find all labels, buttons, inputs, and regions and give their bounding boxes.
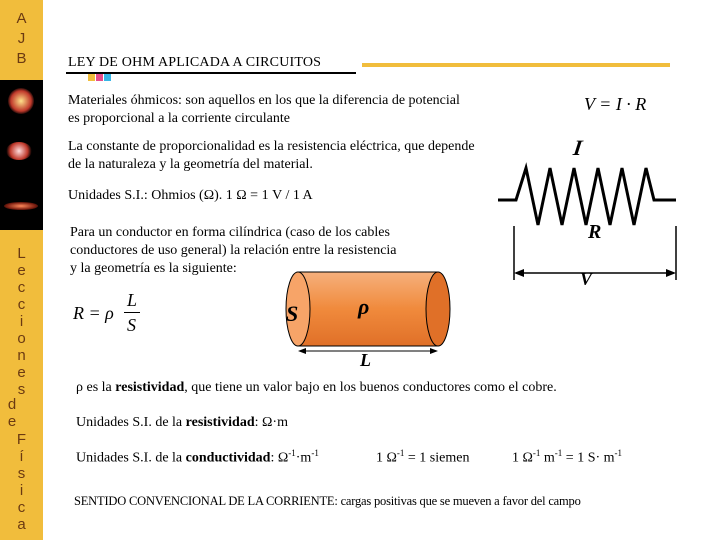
- sidebar-letter-a: A: [16, 10, 27, 27]
- arrowhead-left-icon: [298, 348, 306, 354]
- resistor-zigzag-icon: [498, 168, 676, 225]
- paragraph-line: Materiales óhmicos: son aquellos en los que la diferencia de potencial: [68, 93, 460, 108]
- lamp-glow-icon: [8, 88, 34, 114]
- sidebar-letter: i: [19, 482, 24, 499]
- paragraph-line: La constante de proporcionalidad es la resistencia eléctrica, que depende: [68, 139, 475, 154]
- sidebar-letter-b: B: [16, 50, 27, 67]
- superscript: -1: [396, 448, 405, 458]
- si-unit-equivalence: [512, 444, 622, 468]
- sidebar-letter: c: [17, 296, 26, 313]
- materials-paragraph: [68, 92, 460, 128]
- title-deco-square: [88, 74, 95, 81]
- superscript: -1: [614, 448, 623, 458]
- sidebar-letter: L: [17, 245, 26, 262]
- text-segment: m: [540, 450, 555, 466]
- units-ohm-line: Unidades S.I.: Ohmios (Ω). 1 Ω = 1 V / 1 A: [68, 188, 313, 203]
- sidebar-letter: c: [17, 499, 26, 516]
- sidebar-letter: e: [17, 262, 26, 279]
- formula-lhs: R = ρ: [73, 303, 114, 323]
- superscript: -1: [532, 448, 541, 458]
- text-bold: resistividad: [185, 415, 255, 430]
- page-title: LEY DE OHM APLICADA A CIRCUITOS: [68, 55, 322, 70]
- sidebar-letter: a: [17, 516, 26, 533]
- cylinder-area-label: S: [286, 301, 299, 326]
- siemen-equivalence: [376, 444, 469, 468]
- text-bold: conductividad: [185, 450, 271, 466]
- text-segment: : Ω·m: [254, 415, 288, 430]
- resistivity-units-line: [76, 414, 288, 432]
- current-label: I: [571, 135, 584, 160]
- sidebar-letter: c: [17, 279, 26, 296]
- sidebar-letter: F: [16, 431, 27, 448]
- arrowhead-right-icon: [666, 269, 676, 277]
- text-bold: resistividad: [115, 380, 185, 395]
- light-bulb-glow-icon: [6, 142, 32, 160]
- resistor-diagram: [470, 130, 710, 290]
- paragraph-line: es proporcional a la corriente circulante: [68, 111, 290, 126]
- cylinder-right-end: [426, 272, 450, 346]
- text-segment: Unidades S.I. de la: [76, 450, 186, 466]
- text-segment: ρ es la: [76, 380, 116, 395]
- text-segment: , que tiene un valor bajo en los buenos conductores como el cobre.: [184, 380, 557, 395]
- arrowhead-right-icon: [430, 348, 438, 354]
- text-segment: : Ω: [270, 450, 289, 466]
- sidebar-letter: o: [17, 330, 26, 347]
- sidebar-letter-j: J: [17, 30, 26, 47]
- cylinder-resistivity-label: ρ: [358, 294, 370, 319]
- sidebar-letter: s: [17, 465, 26, 482]
- resistivity-line: [76, 379, 557, 397]
- text-segment: = 1 siemen: [404, 450, 470, 466]
- title-deco-square: [104, 74, 111, 81]
- formula-denominator: S: [127, 315, 136, 335]
- sidebar-letter: e: [17, 364, 26, 381]
- text-segment: 1 Ω: [376, 450, 397, 466]
- text-segment: Unidades S.I. de la: [76, 415, 186, 430]
- formula-numerator: L: [127, 290, 138, 310]
- cylinder-diagram: [278, 264, 458, 370]
- text-segment: ·m: [295, 450, 312, 466]
- sidebar-letter: í: [19, 448, 24, 465]
- sidebar-letter: d: [7, 396, 17, 413]
- title-accent-bar: [362, 63, 670, 67]
- superscript: -1: [554, 448, 563, 458]
- voltage-label: V: [580, 269, 593, 289]
- text-segment: = 1 S· m: [562, 450, 615, 466]
- sidebar-letter: e: [7, 413, 17, 430]
- paragraph-line: y la geometría es la siguiente:: [70, 261, 237, 276]
- fraction-bar: [124, 312, 140, 313]
- resistance-formula: [73, 290, 153, 340]
- title-deco-square: [96, 74, 103, 81]
- sidebar-letter: i: [19, 313, 24, 330]
- superscript: -1: [311, 448, 319, 458]
- ohm-law-formula: V = I · R: [584, 94, 647, 114]
- cylinder-length-label: L: [360, 350, 371, 370]
- light-streak-icon: [4, 202, 38, 210]
- paragraph-line: de la naturaleza y la geometría del material.: [68, 157, 313, 172]
- sidebar-photo-strip: [0, 80, 43, 230]
- paragraph-line: conductores de uso general) la relación entre la resistencia: [70, 243, 397, 258]
- sidebar-letter: s: [17, 381, 26, 398]
- text-segment: 1 Ω: [512, 450, 533, 466]
- conductivity-units-line: [76, 444, 319, 468]
- sidebar-letter: n: [17, 347, 26, 364]
- arrowhead-left-icon: [514, 269, 524, 277]
- current-direction-line: SENTIDO CONVENCIONAL DE LA CORRIENTE: cargas positivas que se mueven a favor del campo: [74, 494, 581, 508]
- superscript: -1: [288, 448, 296, 458]
- paragraph-line: Para un conductor en forma cilíndrica (caso de los cables: [70, 225, 390, 240]
- resistor-label: R: [588, 221, 602, 243]
- constant-paragraph: [68, 138, 475, 174]
